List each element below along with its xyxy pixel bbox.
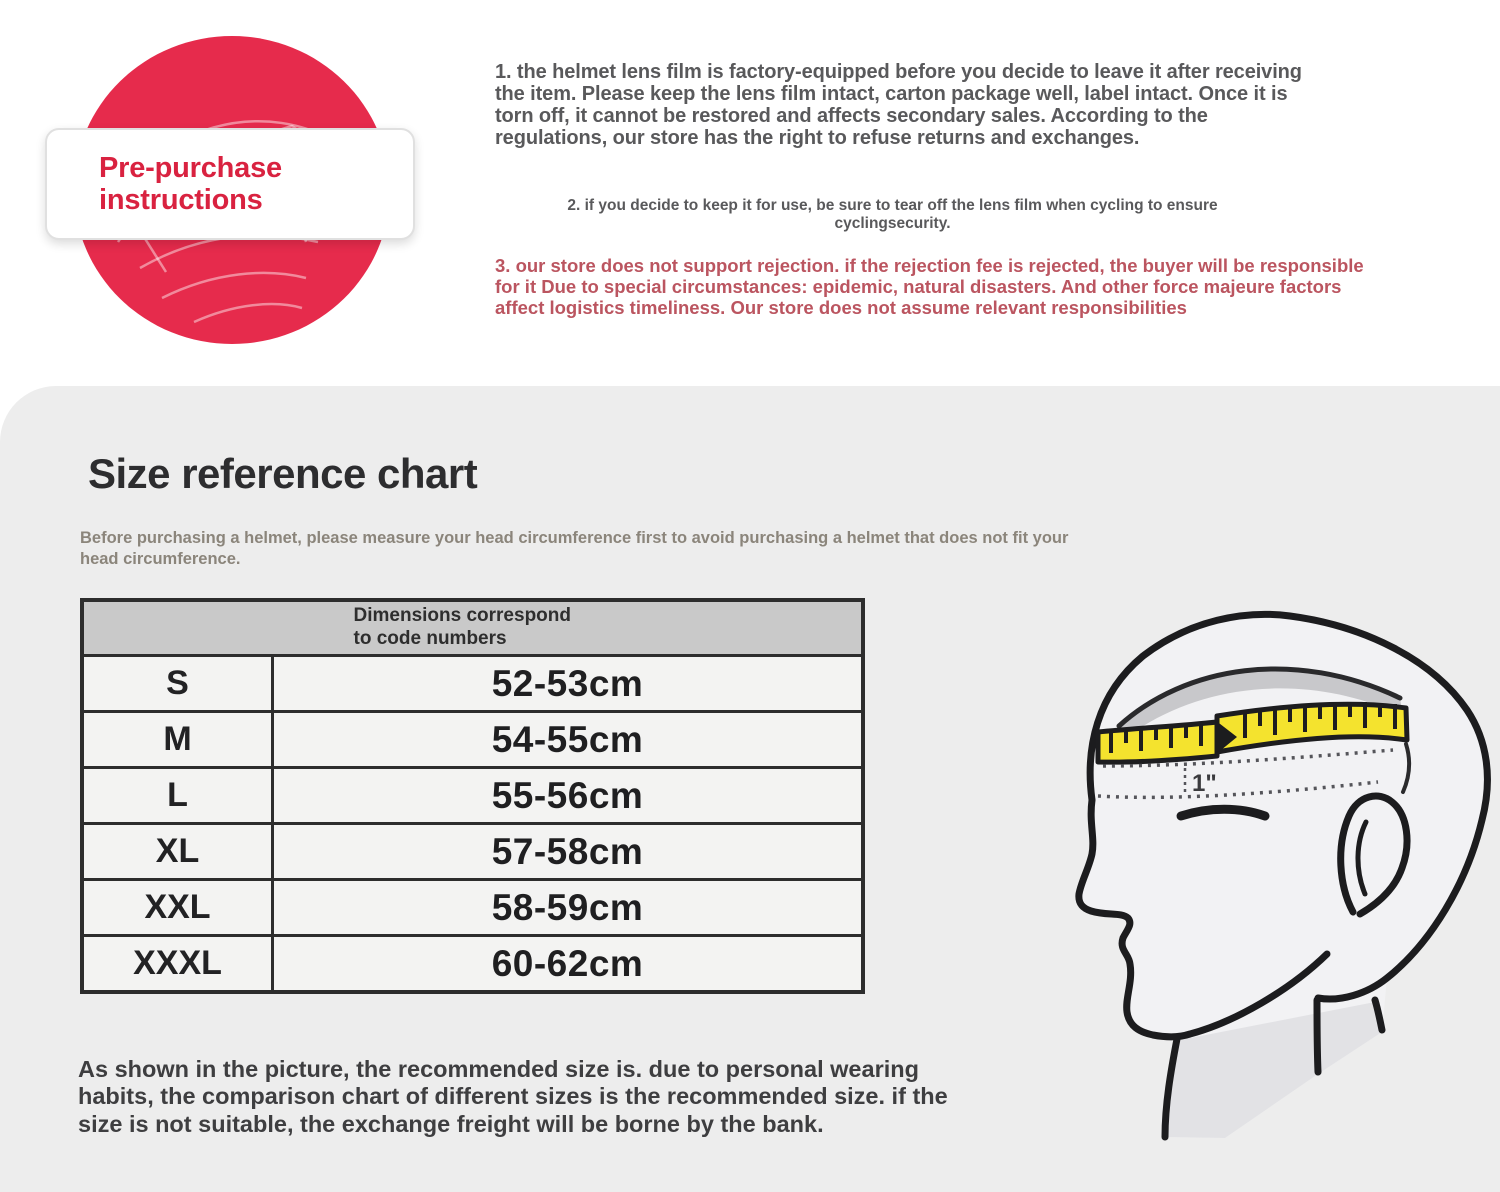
badge-title-line2: instructions xyxy=(99,184,263,216)
table-row-size: XL xyxy=(84,825,271,878)
table-row-range: 54-55cm xyxy=(274,713,861,766)
instruction-item-2: 2. if you decide to keep it for use, be sure to tear off the lens film when cycling to ensure cyclingsecurity. xyxy=(567,197,1218,232)
table-row-size: S xyxy=(84,657,271,710)
pre-purchase-badge xyxy=(45,128,415,240)
instruction-item-1: 1. the helmet lens film is factory-equipped before you decide to leave it after receiving the item. Please keep the lens film intact, carton package well, label intact. Once it is torn off, it cannot be restored and affects secondary sales. According to the regulations, our store has the right to refuse returns and exchanges. xyxy=(495,61,1302,149)
table-header-row xyxy=(84,602,861,654)
badge-title-line1: Pre-purchase xyxy=(99,151,282,184)
table-row-size: L xyxy=(84,769,271,822)
table-header-label: Dimensions correspond to code numbers xyxy=(353,605,571,649)
head-measurement-illustration xyxy=(1065,598,1500,1192)
table-row-size: XXXL xyxy=(84,937,271,990)
table-row-range: 58-59cm xyxy=(274,881,861,934)
table-row-size: XXL xyxy=(84,881,271,934)
instruction-item-3: 3. our store does not support rejection. if the rejection fee is rejected, the buyer will be responsible for it Due to special circumstances: epidemic, natural disasters. And other force majeure factors affect logistics timeliness. Our store does not assume relevant responsibilities xyxy=(495,255,1364,318)
size-reference-table xyxy=(80,598,865,994)
one-inch-label: 1" xyxy=(1192,770,1217,797)
size-section-title: Size reference chart xyxy=(88,450,478,497)
table-row-range: 52-53cm xyxy=(274,657,861,710)
size-footnote: As shown in the picture, the recommended size is. due to personal wearing habits, the comparison chart of different sizes is the recommended size. if the size is not suitable, the exchange freight will be borne by the bank. xyxy=(78,1056,948,1137)
table-row-range: 55-56cm xyxy=(274,769,861,822)
size-section-subtitle: Before purchasing a helmet, please measure your head circumference first to avoid purchasing a helmet that does not fit your head circumference. xyxy=(80,529,1069,568)
table-row-range: 60-62cm xyxy=(274,937,861,990)
table-row-range: 57-58cm xyxy=(274,825,861,878)
table-row-size: M xyxy=(84,713,271,766)
